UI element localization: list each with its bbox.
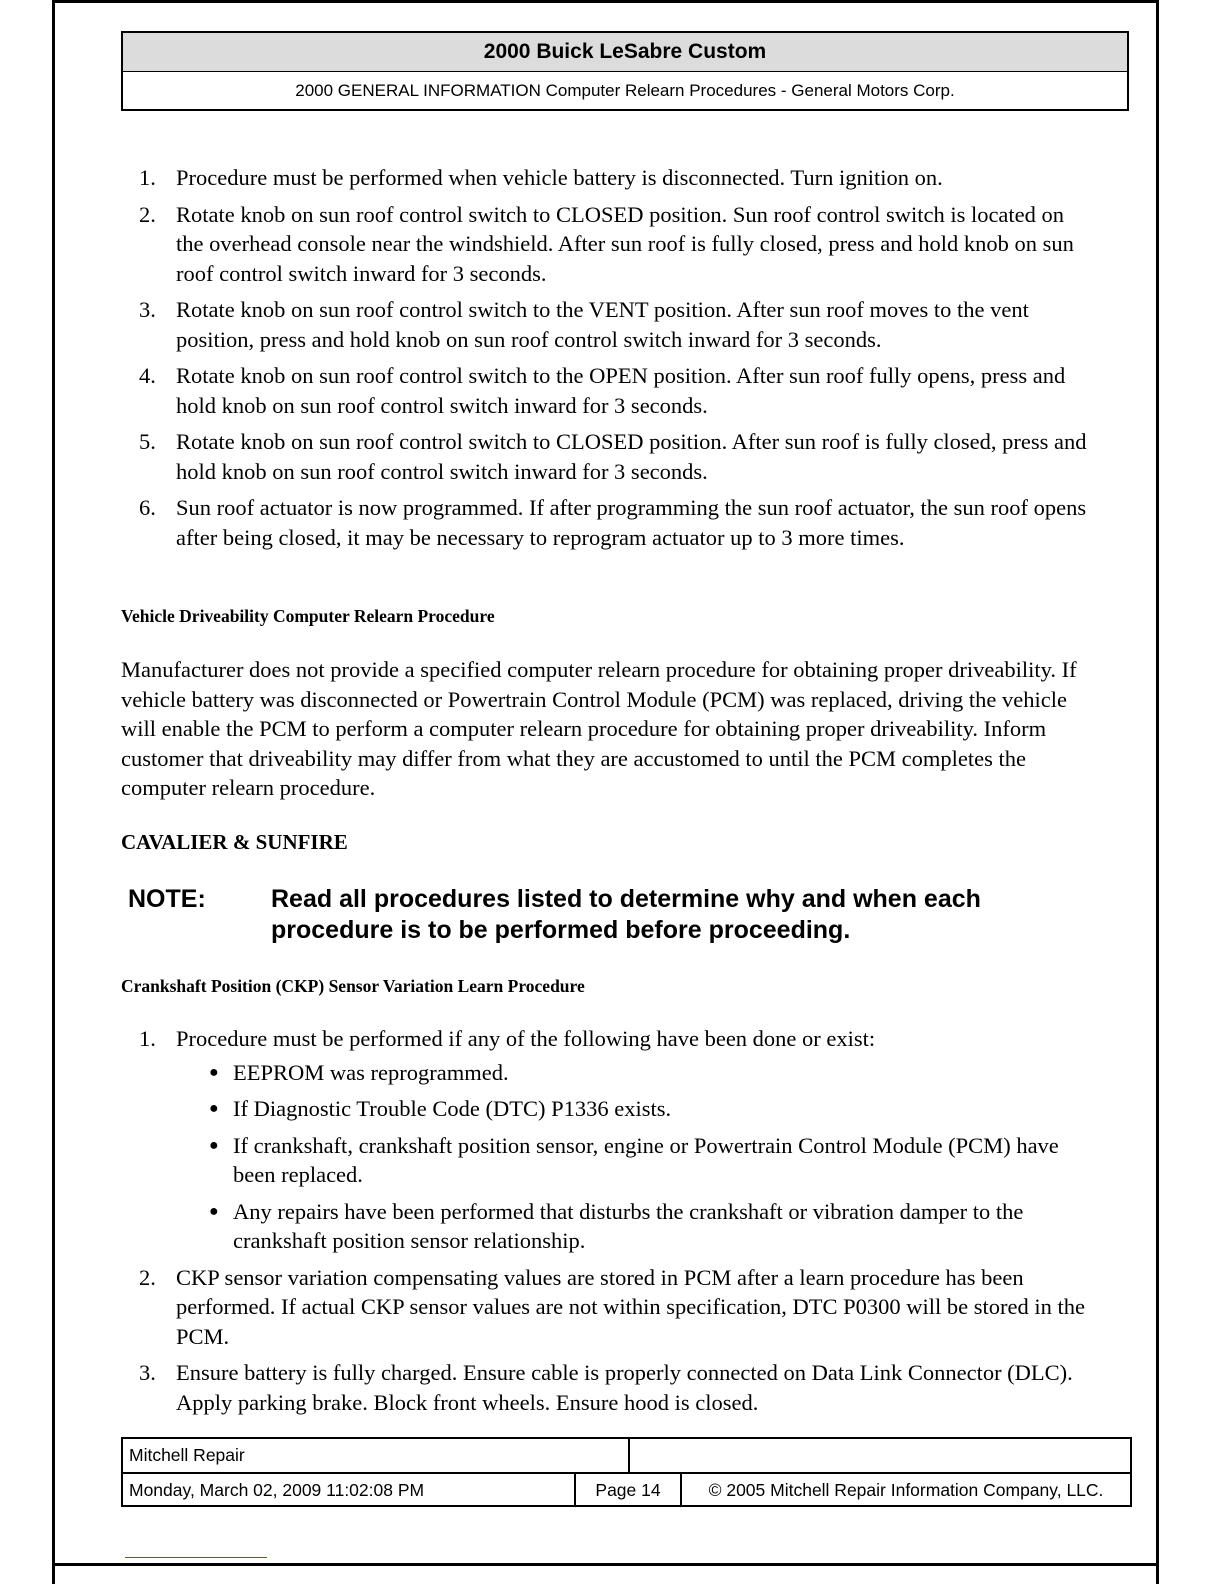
step-text: Rotate knob on sun roof control switch to CLOSED position. Sun roof control switch is located on the overhead console near the windshield. After sun roof is fully closed, press and hold knob on sun roof control switch inward for 3 seconds. xyxy=(176,201,1074,286)
step-number: 1. xyxy=(139,1026,156,1051)
bullet-icon: ● xyxy=(209,1202,219,1220)
bottom-link-underline[interactable] xyxy=(125,1557,267,1558)
step-number: 3. xyxy=(139,1360,156,1385)
bullet-item xyxy=(176,1058,1096,1088)
list-item xyxy=(121,361,1096,420)
step-number: 6. xyxy=(139,495,156,520)
footer-copyright: © 2005 Mitchell Repair Information Company, LLC. xyxy=(708,1480,1104,1500)
bullet-icon: ● xyxy=(209,1100,219,1117)
footer-bottom-row xyxy=(123,1472,1130,1507)
section-heading: CAVALIER & SUNFIRE xyxy=(121,830,348,854)
page-border-left xyxy=(52,0,55,1584)
step-text: Rotate knob on sun roof control switch to the OPEN position. After sun roof fully opens, press and hold knob on sun roof control switch inward for 3 seconds. xyxy=(176,363,1066,418)
bullet-text: If crankshaft, crankshaft position sensor, engine or Powertrain Control Module (PCM) have been replaced. xyxy=(233,1132,1059,1187)
bullet-icon: ● xyxy=(209,1063,219,1081)
step-number: 2. xyxy=(139,201,156,227)
page-border-right xyxy=(1156,0,1159,1584)
list-item xyxy=(121,1024,1096,1256)
document-subtitle: 2000 GENERAL INFORMATION Computer Relearn Procedures - General Motors Corp. xyxy=(295,81,955,100)
bullet-item xyxy=(176,1131,1096,1190)
footer-page-number: Page 14 xyxy=(576,1474,682,1507)
bullet-icon: ● xyxy=(209,1136,219,1154)
list-item xyxy=(121,427,1096,486)
ckp-heading: Crankshaft Position (CKP) Sensor Variation Learn Procedure xyxy=(121,976,585,996)
step-text: Rotate knob on sun roof control switch to CLOSED position. After sun roof is fully closed, press and hold knob on sun roof control switch inward for 3 seconds. xyxy=(176,429,1087,484)
ckp-steps-list xyxy=(121,1024,1096,1424)
list-item xyxy=(121,1358,1096,1417)
list-item xyxy=(121,163,1096,193)
step-number: 2. xyxy=(139,1264,156,1290)
step-text: CKP sensor variation compensating values are stored in PCM after a learn procedure has been performed. If actual CKP sensor values are not within specification, DTC P0300 will be stored in the PCM. xyxy=(176,1264,1085,1349)
footer-top-row xyxy=(123,1439,1130,1472)
step-number: 3. xyxy=(139,297,156,322)
document-footer xyxy=(121,1437,1132,1507)
step-text: Ensure battery is fully charged. Ensure cable is properly connected on Data Link Connector (DLC). Apply parking brake. Block front wheels. Ensure hood is closed. xyxy=(176,1360,1073,1415)
page-border-bottom xyxy=(52,1563,1159,1566)
step-number: 4. xyxy=(139,363,156,388)
document-header xyxy=(121,31,1129,111)
step-number: 1. xyxy=(139,165,156,190)
footer-datetime: Monday, March 02, 2009 11:02:08 PM xyxy=(123,1474,576,1507)
driveability-paragraph: Manufacturer does not provide a specified computer relearn procedure for obtaining proper driveability. If vehicle battery was disconnected or Powertrain Control Module (PCM) was replaced, driving the vehicle will enable the PCM to perform a computer relearn procedure for obtaining proper driveability. Inform customer that driveability may differ from what they are accustomed to until the PCM completes the computer relearn procedure. xyxy=(121,657,1077,800)
step-text: Rotate knob on sun roof control switch to the VENT position. After sun roof moves to the vent position, press and hold knob on sun roof control switch inward for 3 seconds. xyxy=(176,297,1029,352)
list-item xyxy=(121,1263,1096,1352)
page-border-top xyxy=(52,0,1159,3)
step-text: Sun roof actuator is now programmed. If after programming the sun roof actuator, the sun roof opens after being closed, it may be necessary to reprogram actuator up to 3 more times. xyxy=(176,495,1087,550)
vehicle-title: 2000 Buick LeSabre Custom xyxy=(123,33,1127,72)
condition-bullets xyxy=(176,1058,1096,1256)
footer-empty-cell xyxy=(630,1439,1130,1472)
step-number: 5. xyxy=(139,429,156,454)
step-text: Procedure must be performed when vehicle battery is disconnected. Turn ignition on. xyxy=(176,165,943,190)
step-text: Procedure must be performed if any of the following have been done or exist: xyxy=(176,1026,876,1051)
bullet-text: EEPROM was reprogrammed. xyxy=(233,1059,509,1085)
list-item xyxy=(121,493,1096,552)
bullet-item xyxy=(176,1094,1096,1124)
bullet-text: If Diagnostic Trouble Code (DTC) P1336 exists. xyxy=(233,1096,672,1121)
bullet-text: Any repairs have been performed that disturbs the crankshaft or vibration damper to the crankshaft position sensor relationship. xyxy=(233,1198,1024,1253)
note-text: Read all procedures listed to determine why and when each procedure is to be performed before proceeding. xyxy=(271,885,981,944)
bullet-item xyxy=(176,1197,1096,1256)
list-item xyxy=(121,200,1096,289)
footer-publisher: Mitchell Repair xyxy=(123,1439,630,1472)
note-label: NOTE: xyxy=(128,885,206,913)
sunroof-steps-list xyxy=(121,163,1096,559)
list-item xyxy=(121,295,1096,354)
driveability-heading: Vehicle Driveability Computer Relearn Procedure xyxy=(121,606,495,626)
